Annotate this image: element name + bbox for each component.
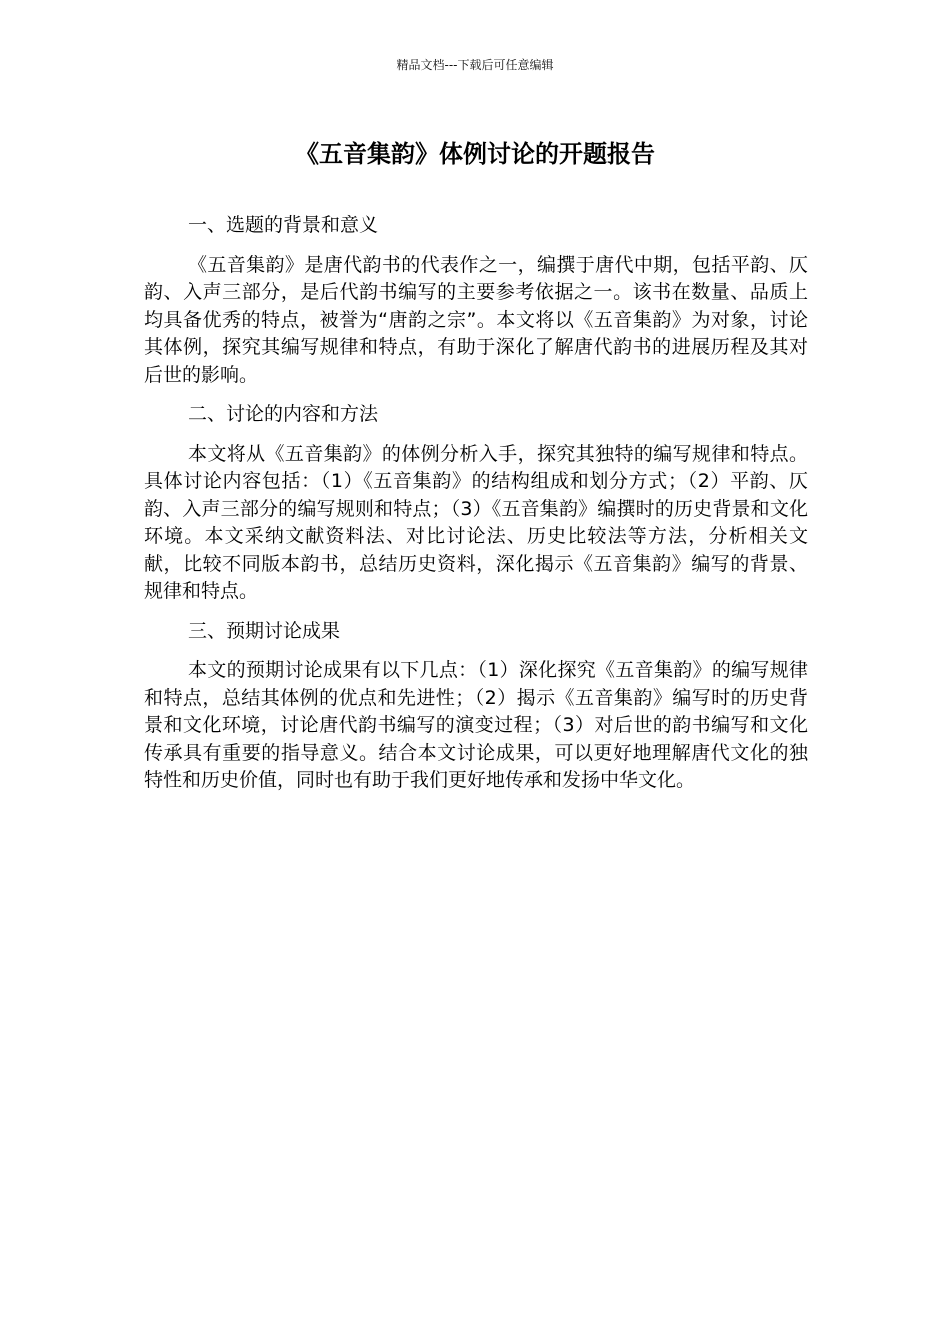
section-paragraph-background: 《五音集韵》是唐代韵书的代表作之一，编撰于唐代中期，包括平韵、仄韵、入声三部分，是后代韵书编写的主要参考依据之一。该书在数量、品质上均具备优秀的特点，被誉为“唐韵之宗”。本文将以《五音集韵》为对象，讨论其体例，探究其编写规律和特点，有助于深化了解唐代韵书的进展历程及其对后世的影响。: [144, 253, 808, 386]
section-heading-background: 一、选题的背景和意义: [188, 214, 379, 236]
document-body: [144, 212, 808, 807]
header-note: 精品文档---下载后可任意编辑: [396, 58, 554, 72]
document-title: 《五音集韵》体例讨论的开题报告: [295, 140, 655, 168]
section-heading-expected-results: 三、预期讨论成果: [188, 619, 341, 642]
section-heading-content-method: 二、讨论的内容和方法: [188, 403, 379, 425]
section-paragraph-content-method: 本文将从《五音集韵》的体例分析入手，探究其独特的编写规律和特点。具体讨论内容包括：（1）《五音集韵》的结构组成和划分方式；（2）平韵、仄韵、入声三部分的编写规则和特点；（3）《五音集韵》编撰时的历史背景和文化环境。本文采纳文献资料法、对比讨论法、历史比较法等方法，分析相关文献，比较不同版本韵书，总结历史资料，深化揭示《五音集韵》编写的背景、规律和特点。: [144, 442, 808, 602]
section-paragraph-expected-results: 本文的预期讨论成果有以下几点：（1）深化探究《五音集韵》的编写规律和特点，总结其体例的优点和先进性；（2）揭示《五音集韵》编写时的历史背景和文化环境，讨论唐代韵书编写的演变过程；（3）对后世的韵书编写和文化传承具有重要的指导意义。结合本文讨论成果，可以更好地理解唐代文化的独特性和历史价值，同时也有助于我们更好地传承和发扬中华文化。: [144, 659, 808, 791]
